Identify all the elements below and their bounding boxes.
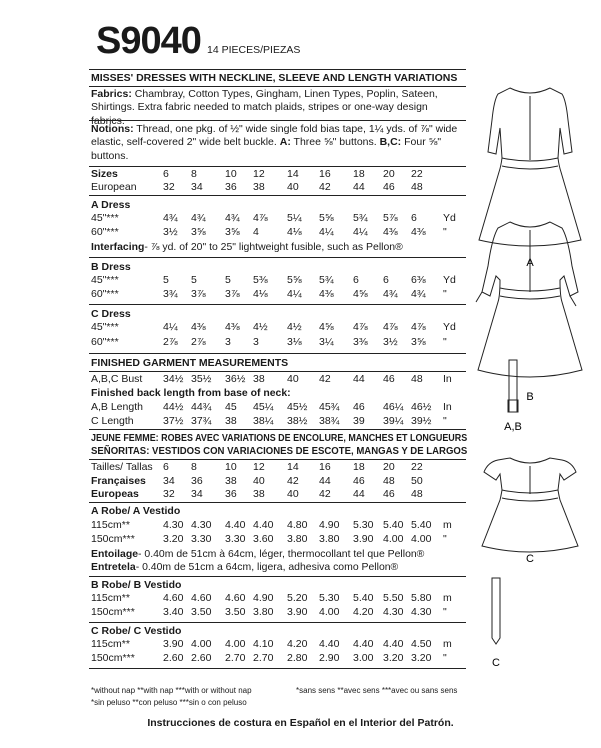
row-value: 42 [319,373,331,385]
section-title: A Dress [91,199,131,211]
row-unit: " [443,533,447,545]
row-value: 3⅜ [353,336,368,348]
interfacing-note [91,548,467,561]
row-value: 4.00 [191,638,212,650]
row-label: 115cm** [91,592,130,604]
technical-drawings [466,70,596,710]
dress-b-drawing [476,222,582,403]
row-value: 3¼ [319,336,334,348]
row-label: Sizes [91,168,118,180]
row-label: A,B,C Bust [91,373,143,385]
row-value: 2.80 [287,652,308,664]
row-value: 4.90 [253,592,274,604]
row-value: 6⅜ [411,274,426,286]
row-value: 36 [225,181,237,193]
row-value: 40 [287,181,299,193]
rule-title [89,86,466,87]
row-value: 46 [383,373,395,385]
notions-paragraph [91,123,463,163]
row-value: 5.20 [287,592,308,604]
table-rule [89,576,466,577]
interfacing-label: Entoilage [91,548,139,560]
row-value: 3.90 [163,638,184,650]
notions-bc-label: B,C: [379,136,402,149]
row-value: 44 [353,488,365,500]
row-value: 38¾ [319,415,340,427]
row-value: 4.40 [225,519,246,531]
yardage-row [91,638,469,651]
section-title: FINISHED GARMENT MEASUREMENTS [91,357,289,369]
yardage-row [91,415,469,428]
row-value: 5 [163,274,169,286]
row-unit: " [443,652,447,664]
row-unit: In [443,373,452,385]
notions-text: Thread, one pkg. of ½" wide single fold bias tape, 1¼ yds. of ⅞" wide elastic, self-covered 2" wide belt buckle. [91,123,458,149]
figure-label-ab: A,B [504,421,522,433]
row-value: 46 [353,475,365,487]
row-value: 4.90 [319,519,340,531]
row-label: A,B Length [91,401,143,413]
row-value: 4¼ [163,321,178,333]
row-value: 4⅝ [353,288,368,300]
table-rule [89,353,466,354]
table-rule [89,668,466,669]
footnote-spanish: *sin peluso **con peluso ***sin o con peluso [91,698,247,707]
row-label: 45"*** [91,212,119,224]
row-value: 3.50 [225,606,246,618]
row-value: 18 [353,461,365,473]
size-row [91,475,469,488]
row-value: 18 [353,168,365,180]
row-label: 45"*** [91,274,119,286]
row-value: 4½ [287,321,302,333]
row-value: 38 [225,475,237,487]
row-value: 8 [191,168,197,180]
fabrics-paragraph [91,88,463,128]
row-value: 3⅛ [287,336,302,348]
row-value: 5⅞ [383,212,398,224]
row-value: 4¾ [163,212,178,224]
row-value: 4.30 [163,519,184,531]
row-value: 48 [383,475,395,487]
row-value: 40 [287,373,299,385]
size-row [91,488,469,501]
dress-c-drawing [482,458,578,565]
row-label: Tailles/ Tallas [91,461,153,473]
row-value: 4½ [253,321,268,333]
row-value: 36 [191,475,203,487]
row-value: 38 [253,373,265,385]
pattern-title: MISSES' DRESSES WITH NECKLINE, SLEEVE AND LENGTH VARIATIONS [91,72,458,84]
row-value: 4⅞ [353,321,368,333]
interfacing-note [91,561,467,574]
row-value: 3.50 [191,606,212,618]
row-value: 4⅜ [383,226,398,238]
piece-count: 14 PIECES/PIEZAS [207,44,301,56]
row-value: 4.60 [191,592,212,604]
row-label: 60"*** [91,336,119,348]
row-value: 3⅝ [225,226,240,238]
row-value: 4¼ [353,226,368,238]
row-value: 3⅞ [225,288,240,300]
row-value: 38 [225,415,237,427]
row-value: 22 [411,461,423,473]
row-value: 36 [225,488,237,500]
fabrics-label: Fabrics: [91,88,132,100]
row-value: 34 [163,475,175,487]
row-value: 4⅝ [319,321,334,333]
row-value: 3.20 [163,533,184,545]
row-value: 40 [287,488,299,500]
row-value: 4⅛ [253,288,268,300]
row-unit: m [443,638,452,650]
row-value: 3.40 [163,606,184,618]
row-value: 5¾ [319,274,334,286]
section-title: C Robe/ C Vestido [91,625,182,637]
row-value: 48 [411,181,423,193]
row-value: 4.00 [411,533,432,545]
row-value: 6 [353,274,359,286]
row-value: 5 [191,274,197,286]
row-value: 45½ [287,401,308,413]
row-value: 5.40 [383,519,404,531]
row-value: 4.60 [225,592,246,604]
rule-sizes [89,166,466,167]
table-rule [89,304,466,305]
interfacing-label: Interfacing [91,241,145,253]
row-value: 2⅞ [191,336,206,348]
fabrics-text: Chambray, Cotton Types, Gingham, Linen Types, Poplin, Sateen, Shirtings. Extra fabric needed to match plaids, stripes or one-way design fabrics. [91,88,438,127]
row-value: 38 [253,181,265,193]
row-value: 4¾ [191,212,206,224]
row-value: 4⅞ [411,321,426,333]
notions-a-label: A: [279,136,291,149]
figure-label-b: B [526,391,534,403]
row-label: 45"*** [91,321,119,333]
row-label: 150cm*** [91,533,135,545]
pattern-number: S9040 [96,20,201,62]
row-label: C Length [91,415,134,427]
row-value: 5⅝ [287,274,302,286]
row-value: 5.50 [383,592,404,604]
row-value: 40 [253,475,265,487]
row-value: 2.60 [191,652,212,664]
size-row [91,168,469,181]
yardage-row [91,606,469,619]
row-value: 4.30 [383,606,404,618]
row-value: 4.40 [319,638,340,650]
row-value: 46 [383,488,395,500]
row-label: 60"*** [91,226,119,238]
figure-label-c1: C [526,553,534,565]
table-rule [89,257,466,258]
row-value: 4.00 [319,606,340,618]
row-value: 22 [411,168,423,180]
yardage-row [91,321,469,334]
row-unit: " [443,288,447,300]
row-value: 46 [353,401,365,413]
row-value: 5 [225,274,231,286]
row-value: 4⅜ [411,226,426,238]
row-value: 3.30 [225,533,246,545]
row-value: 3.80 [287,533,308,545]
figure-label-a: A [526,257,534,269]
row-value: 20 [383,168,395,180]
section-title: C Dress [91,308,131,320]
row-value: 4.20 [287,638,308,650]
row-value: 5.30 [353,519,374,531]
row-value: 42 [319,488,331,500]
row-value: 16 [319,168,331,180]
row-value: 37½ [163,415,184,427]
row-value: 4⅛ [287,226,302,238]
row-value: 4¾ [411,288,426,300]
row-value: 45 [225,401,237,413]
row-label: 115cm** [91,519,130,531]
yardage-row [91,226,469,239]
table-rule [89,622,466,623]
row-value: 4⅜ [225,321,240,333]
interfacing-label: Entretela [91,561,136,573]
table-rule [89,429,466,430]
row-value: 4.40 [253,519,274,531]
yardage-row [91,274,469,287]
row-value: 3.80 [253,606,274,618]
yardage-row [91,533,469,546]
row-unit: Yd [443,212,456,224]
section-title: A Robe/ A Vestido [91,505,181,517]
row-label: 60"*** [91,288,119,300]
yardage-row [91,401,469,414]
row-value: 45¼ [253,401,274,413]
row-value: 5.80 [411,592,432,604]
row-value: 46¼ [383,401,404,413]
row-unit: Yd [443,321,456,333]
row-value: 36½ [225,373,246,385]
yardage-row [91,652,469,665]
row-value: 2.60 [163,652,184,664]
row-value: 4.10 [253,638,274,650]
notions-a-text: Three ⅝" buttons. [290,136,380,149]
row-value: 3⅝ [411,336,426,348]
table-note: Finished back length from base of neck: [91,387,291,399]
row-value: 4⅜ [319,288,334,300]
row-value: 4.00 [225,638,246,650]
row-unit: " [443,226,447,238]
size-row [91,461,469,474]
row-value: 6 [163,168,169,180]
row-value: 5¼ [287,212,302,224]
row-value: 44¾ [191,401,212,413]
row-value: 4.30 [411,606,432,618]
section-title: SEÑORITAS: VESTIDOS CON VARIACIONES DE ESCOTE, MANGAS Y DE LARGOS [91,445,468,457]
row-value: 12 [253,168,265,180]
row-value: 5.30 [319,592,340,604]
spanish-instructions-note: Instrucciones de costura en Español en el Interior del Patrón. [147,717,454,729]
row-value: 38½ [287,415,308,427]
row-value: 48 [411,373,423,385]
belt-c-drawing [492,578,500,669]
row-value: 8 [191,461,197,473]
table-rule [89,502,466,503]
yardage-row [91,592,469,605]
row-value: 5¾ [353,212,368,224]
row-value: 12 [253,461,265,473]
row-value: 3.20 [411,652,432,664]
yardage-row [91,336,469,349]
row-value: 4.50 [411,638,432,650]
row-value: 39½ [411,415,432,427]
table-rule [89,371,466,372]
row-value: 3 [225,336,231,348]
interfacing-text: - 0.40m de 51cm a 64cm, ligera, adhesiva como Pellon® [135,561,399,573]
rule-top [89,69,466,70]
row-value: 2⅞ [163,336,178,348]
row-label: 115cm** [91,638,130,650]
row-label: 150cm*** [91,606,135,618]
row-value: 4¼ [287,288,302,300]
row-value: 4⅞ [383,321,398,333]
row-value: 4.80 [287,519,308,531]
row-value: 3.30 [191,533,212,545]
row-value: 4.20 [353,606,374,618]
yardage-row [91,519,469,532]
row-value: 4.00 [383,533,404,545]
row-value: 10 [225,168,237,180]
row-value: 5⅜ [253,274,268,286]
row-value: 2.70 [253,652,274,664]
row-value: 4¾ [383,288,398,300]
row-label: Europeas [91,488,139,500]
row-value: 5.40 [411,519,432,531]
row-unit: " [443,415,447,427]
size-row [91,181,469,194]
row-value: 20 [383,461,395,473]
row-value: 3½ [383,336,398,348]
row-value: 2.90 [319,652,340,664]
row-value: 3.60 [253,533,274,545]
row-value: 44 [319,475,331,487]
row-value: 4⅞ [253,212,268,224]
row-value: 42 [319,181,331,193]
interfacing-text: - ⅞ yd. of 20" to 25" lightweight fusible, such as Pellon® [144,241,403,253]
row-value: 3.90 [353,533,374,545]
row-value: 44 [353,373,365,385]
row-value: 50 [411,475,423,487]
row-value: 45¾ [319,401,340,413]
row-label: Françaises [91,475,146,487]
row-value: 39¼ [383,415,404,427]
row-value: 35½ [191,373,212,385]
row-value: 16 [319,461,331,473]
belt-ab-drawing [504,360,522,433]
row-value: 32 [163,488,175,500]
row-label: European [91,181,137,193]
row-value: 3.90 [287,606,308,618]
row-value: 42 [287,475,299,487]
yardage-row [91,373,469,386]
row-value: 6 [411,212,417,224]
section-title: B Robe/ B Vestido [91,579,182,591]
row-value: 4⅜ [191,321,206,333]
row-value: 39 [353,415,365,427]
row-value: 3¾ [163,288,178,300]
row-value: 2.70 [225,652,246,664]
row-value: 34 [191,488,203,500]
table-rule [89,195,466,196]
interfacing-note [91,241,467,254]
row-unit: m [443,592,452,604]
figure-label-c2: C [492,657,500,669]
row-unit: " [443,606,447,618]
row-value: 3.80 [319,533,340,545]
yardage-row [91,212,469,225]
row-value: 32 [163,181,175,193]
rule-fabrics [89,120,466,121]
footnote-english: *without nap **with nap ***with or without nap [91,686,252,695]
row-value: 3 [253,336,259,348]
row-value: 3½ [163,226,178,238]
row-value: 14 [287,461,299,473]
row-unit: Yd [443,274,456,286]
row-value: 38¼ [253,415,274,427]
row-unit: " [443,336,447,348]
notions-label: Notions: [91,123,134,135]
row-value: 14 [287,168,299,180]
row-value: 44½ [163,401,184,413]
row-unit: In [443,401,452,413]
row-value: 3⅞ [191,288,206,300]
row-value: 4.40 [383,638,404,650]
row-unit: m [443,519,452,531]
row-value: 46 [383,181,395,193]
row-value: 3.20 [383,652,404,664]
row-value: 4 [253,226,259,238]
row-value: 4.40 [353,638,374,650]
row-value: 34 [191,181,203,193]
row-value: 34½ [163,373,184,385]
row-value: 5.40 [353,592,374,604]
row-value: 38 [253,488,265,500]
row-value: 3⅝ [191,226,206,238]
row-value: 6 [383,274,389,286]
row-value: 6 [163,461,169,473]
row-value: 4¾ [225,212,240,224]
row-value: 3.00 [353,652,374,664]
row-value: 4.30 [191,519,212,531]
table-rule [89,459,466,460]
row-value: 46½ [411,401,432,413]
row-value: 4¼ [319,226,334,238]
interfacing-text: - 0.40m de 51cm à 64cm, léger, thermocollant tel que Pellon® [138,548,425,560]
row-value: 44 [353,181,365,193]
notions-bc-text: Four ⅝" buttons. [91,136,442,162]
row-value: 4.60 [163,592,184,604]
section-title: B Dress [91,261,131,273]
row-value: 10 [225,461,237,473]
section-title: JEUNE FEMME: ROBES AVEC VARIATIONS DE ENCOLURE, MANCHES ET LONGUEURS [91,432,468,444]
row-value: 37¾ [191,415,212,427]
yardage-row [91,288,469,301]
row-value: 48 [411,488,423,500]
row-value: 5⅝ [319,212,334,224]
footnote-french: *sans sens **avec sens ***avec ou sans sens [296,686,458,695]
row-label: 150cm*** [91,652,135,664]
